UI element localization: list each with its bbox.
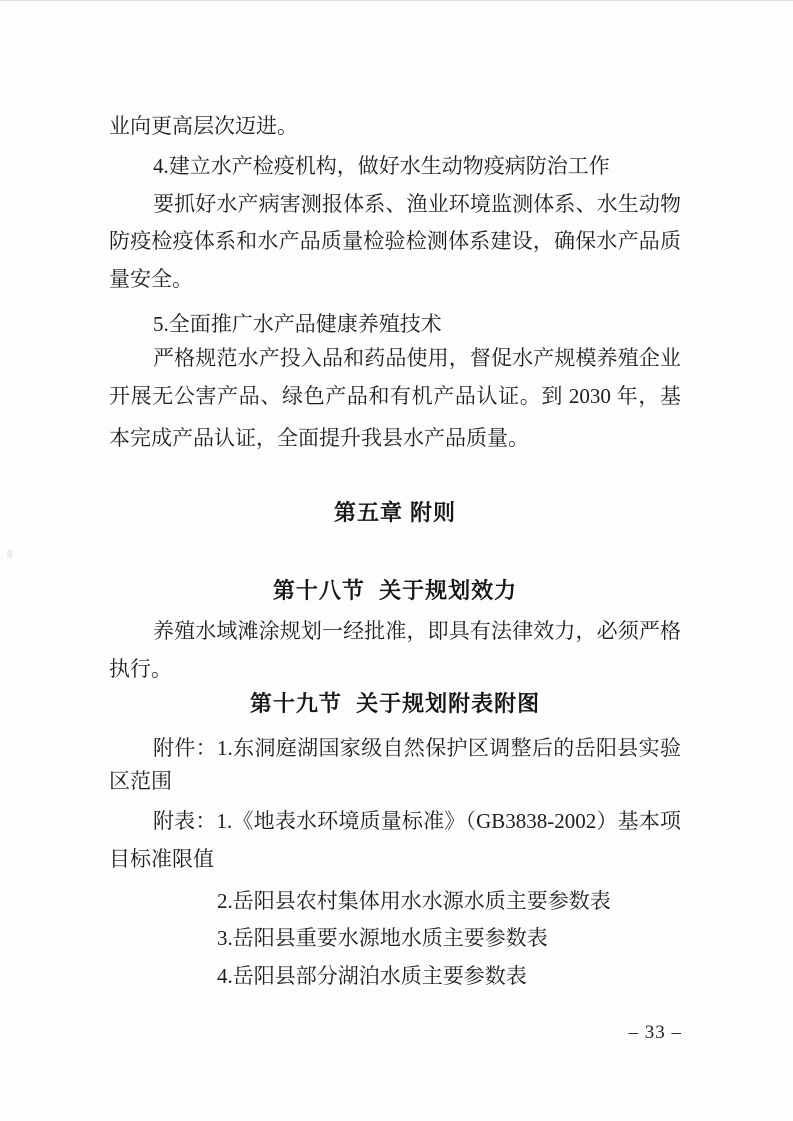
- page-number: – 33 –: [628, 1022, 682, 1043]
- text-line: 目标准限值: [109, 847, 214, 871]
- text-line: 执行。: [109, 657, 172, 681]
- text-line: 5.全面推广水产品健康养殖技术: [153, 312, 442, 336]
- text-line: 量安全。: [109, 267, 193, 291]
- text-line: 4.建立水产检疫机构，做好水生动物疫病防治工作: [153, 154, 610, 178]
- list-item: 3.岳阳县重要水源地水质主要参数表: [217, 926, 548, 950]
- text-line: 区范围: [109, 769, 172, 793]
- text-line: 严格规范水产投入品和药品使用，督促水产规模养殖企业: [153, 346, 681, 370]
- scan-edge: [0, 0, 793, 1]
- text-line: 本完成产品认证，全面提升我县水产品质量。: [109, 426, 529, 450]
- scan-artifact: [7, 549, 13, 559]
- text-line: 防疫检疫体系和水产品质量检验检测体系建设，确保水产品质: [109, 229, 681, 253]
- text-line: 要抓好水产病害测报体系、渔业环境监测体系、水生动物: [153, 192, 681, 216]
- list-item: 4.岳阳县部分湖泊水质主要参数表: [217, 964, 527, 988]
- list-item: 2.岳阳县农村集体用水水源水质主要参数表: [217, 889, 611, 913]
- chapter-heading: 第五章 附则: [333, 500, 457, 525]
- text-line: 养殖水域滩涂规划一经批准，即具有法律效力，必须严格: [153, 619, 681, 643]
- section-heading-19: 第十九节 关于规划附表附图: [249, 691, 541, 716]
- text-line: 附件：1.东洞庭湖国家级自然保护区调整后的岳阳县实验: [153, 736, 681, 760]
- text-line: 业向更高层次迈进。: [109, 114, 298, 138]
- text-line: 附表：1.《地表水环境质量标准》（GB3838-2002）基本项: [153, 809, 681, 833]
- text-line: 开展无公害产品、绿色产品和有机产品认证。到 2030 年，基: [109, 384, 681, 408]
- section-heading-18: 第十八节 关于规划效力: [272, 578, 518, 603]
